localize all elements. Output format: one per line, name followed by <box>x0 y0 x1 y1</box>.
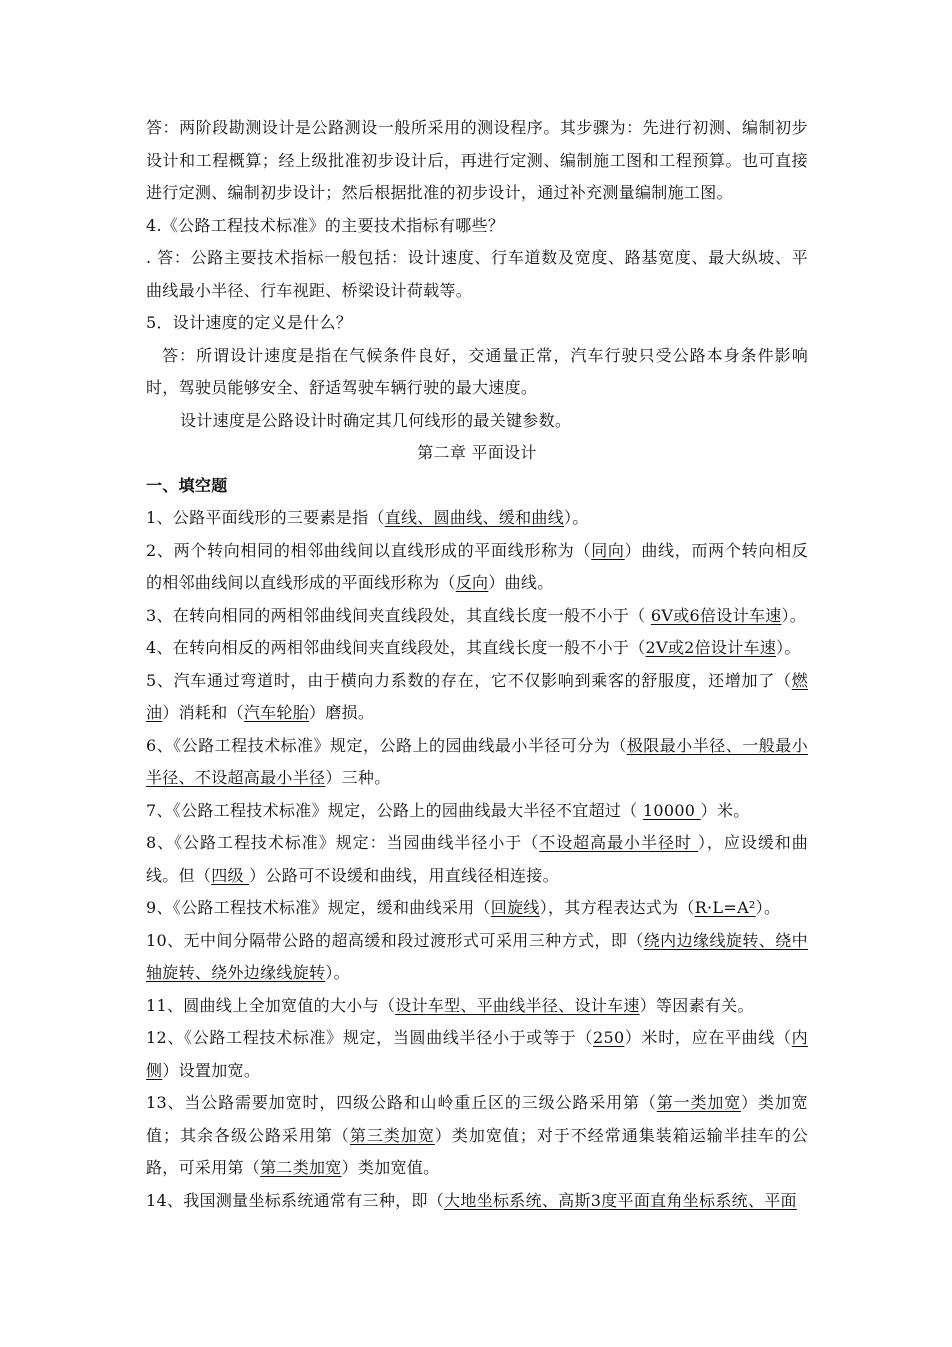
fill-item-3: 3、在转向相同的两相邻曲线间夹直线段处，其直线长度一般不小于（ 6V或6倍设计车速）。 <box>146 605 807 625</box>
answer-blank: 2V或2倍设计车速 <box>645 638 777 657</box>
fill-item-14: 14、我国测量坐标系统通常有三种，即（大地坐标系统、高斯3度平面直角坐标系统、平面 <box>146 1190 797 1210</box>
question-4: 4.《公路工程技术标准》的主要技术指标有哪些？ <box>146 215 505 235</box>
answer-blank: 大地坐标系统、高斯3度平面直角坐标系统、平面 <box>444 1190 797 1210</box>
answer-blank: 四级 <box>211 865 250 885</box>
fill-item-12: 12、《公路工程技术标准》规定，当圆曲线半径小于或等于（250）米时，应在平曲线（内侧）设置加宽。 <box>146 1028 808 1080</box>
answer-blank: 直线、圆曲线、缓和曲线 <box>384 508 564 527</box>
fill-item-10: 10、无中间分隔带公路的超高缓和段过渡形式可采用三种方式，即（绕内边缘线旋转、绕中轴旋转、绕外边缘线旋转）。 <box>146 930 808 982</box>
answer-blank: 第二类加宽 <box>260 1158 342 1177</box>
answer-3: 答：两阶段勘测设计是公路测设一般所采用的测设程序。其步骤为：先进行初测、编制初步设计和工程概算；经上级批准初步设计后，再进行定测、编制施工图和工程预算。也可直接进行定测、编制初步设计；然后根据批准的初步设计，通过补充测量编制施工图。 <box>146 118 808 202</box>
answer-blank: 极限最小半径、一般最小半径、不设超高最小半径 <box>146 735 808 787</box>
answer-blank: 同向 <box>591 540 625 560</box>
answer-blank: 10000 <box>642 800 701 820</box>
answer-blank: 不设超高最小半径时 <box>539 833 698 852</box>
answer-blank: 绕内边缘线旋转、绕中轴旋转、绕外边缘线旋转 <box>146 930 808 982</box>
fill-item-9: 9、《公路工程技术标准》规定，缓和曲线采用（回旋线），其方程表达式为（R·L=A²）。 <box>146 898 781 917</box>
answer-blank: 燃油 <box>146 670 808 722</box>
fill-item-1: 1、公路平面线形的三要素是指（直线、圆曲线、缓和曲线）。 <box>146 508 589 527</box>
answer-blank: 回旋线 <box>490 898 540 917</box>
answer-blank: 汽车轮胎 <box>243 703 310 722</box>
section-title: 一、填空题 <box>146 475 228 495</box>
answer-blank: 250 <box>593 1028 625 1047</box>
document-body <box>146 112 808 1217</box>
fill-item-2: 2、两个转向相同的相邻曲线间以直线形成的平面线形称为（同向）曲线，而两个转向相反的相邻曲线间以直线形成的平面线形称为（反向）曲线。 <box>146 540 808 592</box>
answer-5-note: 设计速度是公路设计时确定其几何线形的最关键参数。 <box>180 410 572 430</box>
fill-item-13: 13、当公路需要加宽时，四级公路和山岭重丘区的三级公路采用第（第一类加宽）类加宽值；其余各级公路采用第（第三类加宽）类加宽值；对于不经常通集装箱运输半挂车的公路，可采用第（第二类加宽）类加宽值。 <box>146 1093 808 1177</box>
fill-item-7: 7、《公路工程技术标准》规定，公路上的园曲线最大半径不宜超过（ 10000 ）米。 <box>146 800 750 820</box>
fill-item-6: 6、《公路工程技术标准》规定，公路上的园曲线最小半径可分为（极限最小半径、一般最小半径、不设超高最小半径）三种。 <box>146 735 808 787</box>
fill-item-8: 8、《公路工程技术标准》规定：当园曲线半径小于（不设超高最小半径时 ），应设缓和曲线。但（四级 ）公路可不设缓和曲线，用直线径相连接。 <box>146 833 808 885</box>
chapter-title: 第二章 平面设计 <box>417 443 537 462</box>
fill-item-11: 11、圆曲线上全加宽值的大小与（设计车型、平曲线半径、设计车速）等因素有关。 <box>146 995 754 1015</box>
answer-4: . 答：公路主要技术指标一般包括：设计速度、行车道数及宽度、路基宽度、最大纵坡、平曲线最小半径、行车视距、桥梁设计荷载等。 <box>146 248 808 300</box>
answer-blank: 反向 <box>455 573 489 592</box>
answer-blank: 设计车型、平曲线半径、设计车速 <box>395 995 640 1015</box>
fill-item-5: 5、汽车通过弯道时，由于横向力系数的存在，它不仅影响到乘客的舒服度，还增加了（燃油）消耗和（汽车轮胎）磨损。 <box>146 670 808 722</box>
answer-blank: 6V或6倍设计车速 <box>650 605 782 625</box>
answer-blank: 第三类加宽 <box>349 1125 435 1145</box>
answer-blank: R·L=A² <box>694 898 756 917</box>
answer-5: 答：所谓设计速度是指在气候条件良好，交通量正常，汽车行驶只受公路本身条件影响时，驾驶员能够安全、舒适驾驶车辆行驶的最大速度。 <box>146 345 808 397</box>
question-5: 5．设计速度的定义是什么？ <box>146 313 353 332</box>
fill-item-4: 4、在转向相反的两相邻曲线间夹直线段处，其直线长度一般不小于（2V或2倍设计车速）。 <box>146 638 801 657</box>
answer-blank: 内侧 <box>146 1028 808 1080</box>
answer-blank: 第一类加宽 <box>656 1093 742 1112</box>
